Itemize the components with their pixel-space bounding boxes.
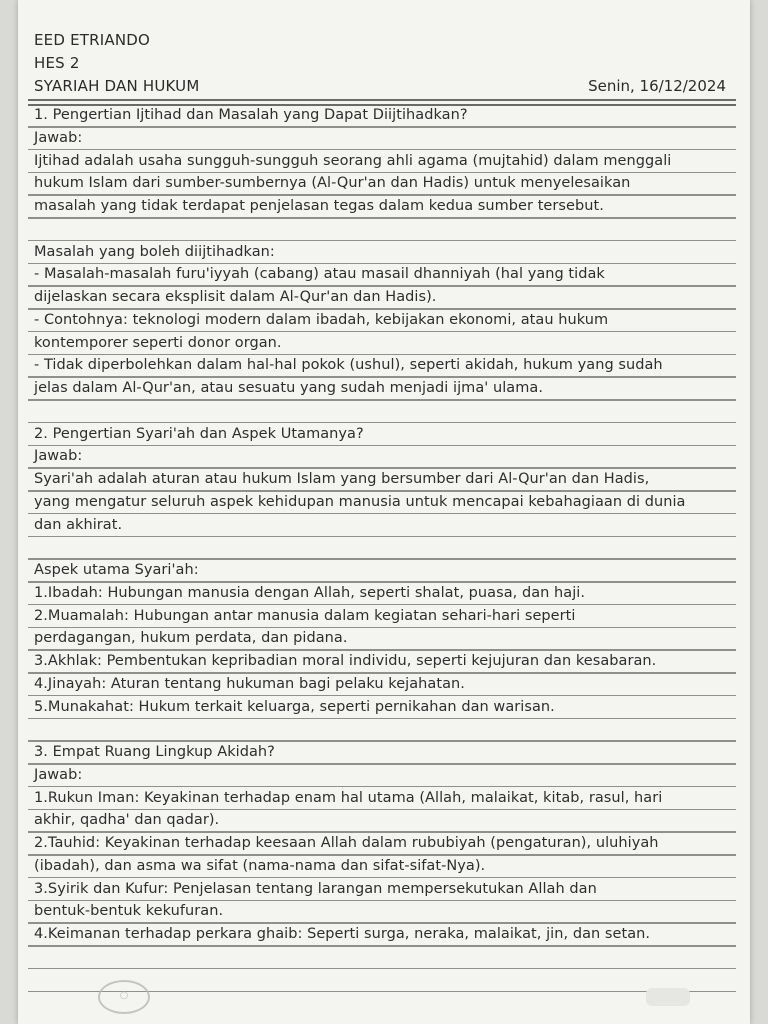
ruled-line [28, 399, 736, 401]
student-name: EED ETRIANDO [34, 31, 150, 49]
text-line: Jawab: [34, 448, 83, 465]
text-line: 1.Rukun Iman: Keyakinan terhadap enam hal utama (Allah, malaikat, kitab, rasul, hari [34, 789, 663, 806]
text-line: 4.Keimanan terhadap perkara ghaib: Seperti surga, neraka, malaikat, jin, dan setan. [34, 926, 651, 942]
text-line: hukum Islam dari sumber-sumbernya (Al-Qur'an dan Hadis) untuk menyelesaikan [34, 175, 631, 192]
ruled-line [28, 718, 736, 720]
text-line: - Contohnya: teknologi modern dalam ibadah, kebijakan ekonomi, atau hukum [34, 311, 609, 328]
text-line: 4.Jinayah: Aturan tentang hukuman bagi pelaku kejahatan. [34, 675, 465, 692]
text-line: - Masalah-masalah furu'iyyah (cabang) atau masail dhanniyah (hal yang tidak [34, 266, 605, 283]
text-line: akhir, qadha' dan qadar). [34, 812, 220, 829]
text-line: Masalah yang boleh diijtihadkan: [34, 243, 275, 260]
page-smudge [646, 988, 690, 1006]
text-line: 3.Akhlak: Pembentukan kepribadian moral individu, seperti kejujuran dan kesabaran. [34, 653, 657, 669]
ruled-line [28, 536, 736, 538]
text-line: dijelaskan secara eksplisit dalam Al-Qur'an dan Hadis). [34, 289, 437, 305]
text-line: Syari'ah adalah aturan atau hukum Islam yang bersumber dari Al-Qur'an dan Hadis, [34, 471, 650, 487]
text-line: 2.Muamalah: Hubungan antar manusia dalam kegiatan sehari-hari seperti [34, 607, 576, 624]
text-line: jelas dalam Al-Qur'an, atau sesuatu yang sudah menjadi ijma' ulama. [34, 380, 543, 396]
ruled-line [28, 945, 736, 947]
page-stamp-icon: ○ [98, 980, 150, 1014]
text-line: 1.Ibadah: Hubungan manusia dengan Allah, seperti shalat, puasa, dan haji. [34, 584, 586, 601]
date-label: Senin, 16/12/2024 [588, 77, 726, 95]
text-line: 2. Pengertian Syari'ah dan Aspek Utamanya? [34, 425, 364, 442]
text-line: masalah yang tidak terdapat penjelasan tegas dalam kedua sumber tersebut. [34, 198, 604, 214]
text-line: 3. Empat Ruang Lingkup Akidah? [34, 744, 275, 760]
text-line: yang mengatur seluruh aspek kehidupan manusia untuk mencapai kebahagiaan di dunia [34, 493, 686, 510]
text-line: 2.Tauhid: Keyakinan terhadap keesaan Allah dalam rububiyah (pengaturan), uluhiyah [34, 835, 659, 851]
ruled-line [28, 217, 736, 219]
text-line: dan akhirat. [34, 516, 123, 533]
text-line: 1. Pengertian Ijtihad dan Masalah yang Dapat Diijtihadkan? [34, 107, 468, 123]
text-line: 5.Munakahat: Hukum terkait keluarga, seperti pernikahan dan warisan. [34, 698, 555, 715]
text-line: Jawab: [34, 766, 83, 783]
text-line: (ibadah), dan asma wa sifat (nama-nama dan sifat-sifat-Nya). [34, 857, 486, 874]
text-line: - Tidak diperbolehkan dalam hal-hal pokok (ushul), seperti akidah, hukum yang sudah [34, 357, 663, 374]
notebook-page [18, 0, 750, 1024]
text-line: kontemporer seperti donor organ. [34, 334, 282, 351]
class-label: HES 2 [34, 54, 80, 72]
text-line: Ijtihad adalah usaha sungguh-sungguh seorang ahli agama (mujtahid) dalam menggali [34, 152, 672, 169]
text-line: Jawab: [34, 129, 83, 146]
text-line: 3.Syirik dan Kufur: Penjelasan tentang larangan mempersekutukan Allah dan [34, 880, 597, 897]
header-rule [28, 99, 736, 101]
text-line: Aspek utama Syari'ah: [34, 562, 199, 578]
subject-label: SYARIAH DAN HUKUM [34, 77, 200, 95]
text-line: perdagangan, hukum perdata, dan pidana. [34, 630, 348, 647]
text-line: bentuk-bentuk kekufuran. [34, 903, 224, 920]
ruled-line [28, 968, 736, 970]
